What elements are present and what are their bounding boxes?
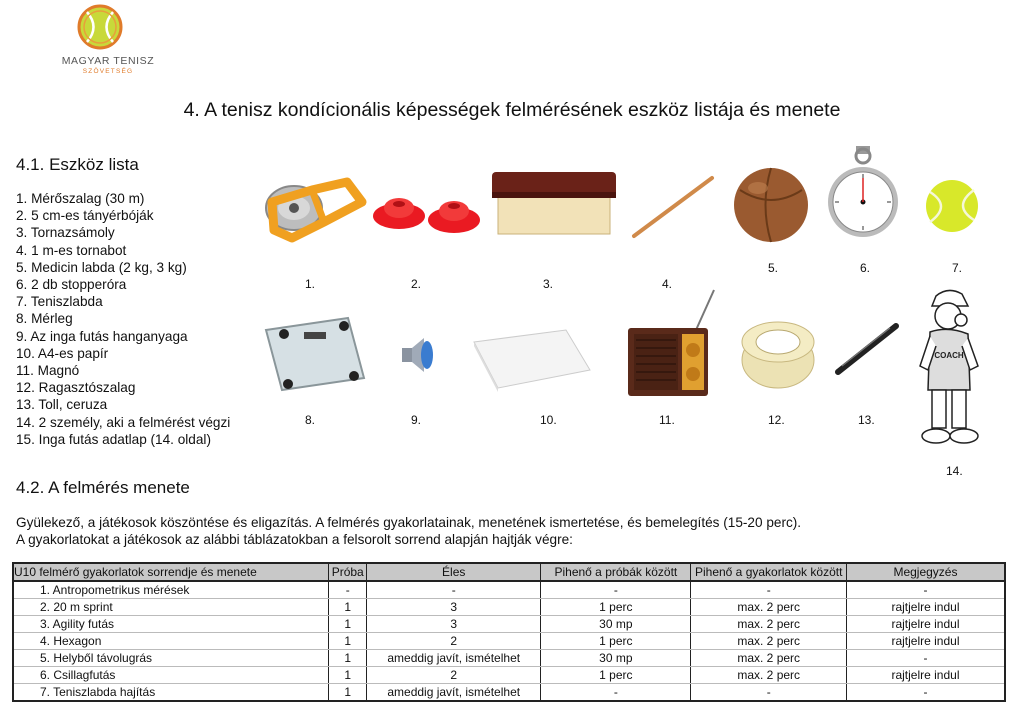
- image-label: 4.: [662, 277, 673, 291]
- table-cell: 1: [329, 667, 367, 684]
- table-cell: -: [846, 581, 1005, 599]
- image-label: 14.: [946, 464, 963, 478]
- image-label: 7.: [952, 261, 963, 275]
- image-label: 13.: [858, 413, 875, 427]
- gym-box-icon: [488, 168, 620, 236]
- tennis-logo-icon: [77, 4, 123, 50]
- table-cell: max. 2 perc: [691, 633, 847, 650]
- table-cell: rajtjelre indul: [846, 599, 1005, 616]
- table-row: [13, 667, 1005, 684]
- table-cell: 1: [329, 650, 367, 667]
- image-label: 3.: [543, 277, 554, 291]
- tape-icon: [738, 318, 818, 390]
- table-cell: 30 mp: [541, 616, 691, 633]
- gym-stick-icon: [630, 174, 716, 240]
- list-item: 9. Az inga futás hanganyaga: [16, 328, 188, 344]
- coach-shirt-text: COACH: [934, 351, 964, 360]
- column-header: U10 felmérő gyakorlatok sorrendje és menete: [13, 563, 329, 581]
- list-item: 3. Tornazsámoly: [16, 225, 115, 241]
- list-item: 5. Medicin labda (2 kg, 3 kg): [16, 259, 187, 275]
- table-cell: max. 2 perc: [691, 616, 847, 633]
- table-cell: 2: [367, 667, 541, 684]
- procedure-intro: [16, 514, 801, 548]
- table-row: [13, 581, 1005, 599]
- list-item: 6. 2 db stopperóra: [16, 277, 127, 293]
- table-cell: 3: [367, 599, 541, 616]
- section-heading-equipment: 4.1. Eszköz lista: [16, 155, 139, 174]
- table-cell: 1 perc: [541, 633, 691, 650]
- table-cell: 1: [329, 633, 367, 650]
- list-item: 10. A4-es papír: [16, 345, 109, 361]
- table-cell: 1: [329, 684, 367, 702]
- table-cell: 1 perc: [541, 667, 691, 684]
- table-cell: -: [846, 650, 1005, 667]
- exercise-table: [12, 562, 1006, 702]
- table-cell: 2. 20 m sprint: [13, 599, 329, 616]
- table-cell: 2: [367, 633, 541, 650]
- table-cell: 3: [367, 616, 541, 633]
- logo-subtitle: SZÖVETSÉG: [82, 68, 134, 75]
- logo: [60, 4, 156, 76]
- table-header-row: [13, 563, 1005, 581]
- table-cell: max. 2 perc: [691, 667, 847, 684]
- list-item: 4. 1 m-es tornabot: [16, 242, 127, 258]
- list-item: 12. Ragasztószalag: [16, 380, 136, 396]
- tape-measure-icon: [252, 172, 367, 252]
- list-item: 8. Mérleg: [16, 311, 73, 327]
- table-cell: 4. Hexagon: [13, 633, 329, 650]
- column-header: Pihenő a próbák között: [541, 563, 691, 581]
- table-cell: 3. Agility futás: [13, 616, 329, 633]
- table-cell: -: [541, 581, 691, 599]
- column-header: Próba: [329, 563, 367, 581]
- list-item: 2. 5 cm-es tányérbóják: [16, 208, 154, 224]
- table-cell: 1: [329, 616, 367, 633]
- table-cell: -: [691, 684, 847, 702]
- coach-icon: [914, 286, 984, 450]
- medicine-ball-icon: [730, 166, 812, 244]
- table-cell: 5. Helyből távolugrás: [13, 650, 329, 667]
- table-cell: -: [367, 581, 541, 599]
- image-label: 6.: [860, 261, 871, 275]
- table-cell: ameddig javít, ismételhet: [367, 684, 541, 702]
- list-item: 13. Toll, ceruza: [16, 397, 108, 413]
- table-cell: -: [541, 684, 691, 702]
- list-item: 1. Mérőszalag (30 m): [16, 191, 145, 206]
- table-cell: 1 perc: [541, 599, 691, 616]
- paper-icon: [470, 326, 594, 392]
- table-cell: 7. Teniszlabda hajítás: [13, 684, 329, 702]
- table-cell: 6. Csillagfutás: [13, 667, 329, 684]
- list-item: 15. Inga futás adatlap (14. oldal): [16, 431, 211, 447]
- column-header: Pihenő a gyakorlatok között: [691, 563, 847, 581]
- intro-line: A gyakorlatokat a játékosok az alábbi táblázatokban a felsorolt sorrend alapján hajtják végre:: [16, 532, 573, 547]
- image-label: 12.: [768, 413, 785, 427]
- column-header: Éles: [367, 563, 541, 581]
- cones-icon: [372, 188, 482, 236]
- table-row: [13, 650, 1005, 667]
- scale-icon: [264, 316, 366, 392]
- tennis-ball-icon: [924, 178, 980, 234]
- image-label: 11.: [659, 413, 675, 427]
- image-label: 8.: [305, 413, 316, 427]
- table-row: [13, 599, 1005, 616]
- table-row: [13, 616, 1005, 633]
- section-heading-procedure: 4.2. A felmérés menete: [16, 478, 190, 497]
- list-item: 7. Teniszlabda: [16, 294, 103, 310]
- table-row: [13, 633, 1005, 650]
- table-cell: rajtjelre indul: [846, 616, 1005, 633]
- table-cell: ameddig javít, ismételhet: [367, 650, 541, 667]
- table-cell: -: [846, 684, 1005, 702]
- intro-line: Gyülekező, a játékosok köszöntése és eligazítás. A felmérés gyakorlatainak, menetének ismertetése, és bemelegítés (15-20 perc).: [16, 515, 802, 530]
- table-cell: -: [691, 581, 847, 599]
- equipment-list: [16, 190, 230, 448]
- table-cell: max. 2 perc: [691, 650, 847, 667]
- image-label: 2.: [411, 277, 422, 291]
- logo-name: MAGYAR TENISZ: [61, 55, 155, 67]
- table-cell: 1. Antropometrikus mérések: [13, 581, 329, 599]
- image-label: 1.: [305, 277, 316, 291]
- radio-icon: [624, 288, 718, 400]
- table-cell: 1: [329, 599, 367, 616]
- speaker-icon: [398, 334, 440, 376]
- table-cell: rajtjelre indul: [846, 633, 1005, 650]
- table-cell: 30 mp: [541, 650, 691, 667]
- page-title: 4. A tenisz kondícionális képességek felmérésének eszköz listája és menete: [183, 99, 841, 121]
- pen-icon: [832, 318, 902, 378]
- list-item: 14. 2 személy, aki a felmérést végzi: [16, 414, 231, 430]
- list-item: 11. Magnó: [16, 363, 80, 379]
- table-cell: rajtjelre indul: [846, 667, 1005, 684]
- table-row: [13, 684, 1005, 702]
- table-cell: max. 2 perc: [691, 599, 847, 616]
- stopwatch-icon: [826, 144, 900, 242]
- image-label: 9.: [411, 413, 422, 427]
- table-cell: -: [329, 581, 367, 599]
- image-label: 10.: [540, 413, 557, 427]
- column-header: Megjegyzés: [846, 563, 1005, 581]
- image-label: 5.: [768, 261, 779, 275]
